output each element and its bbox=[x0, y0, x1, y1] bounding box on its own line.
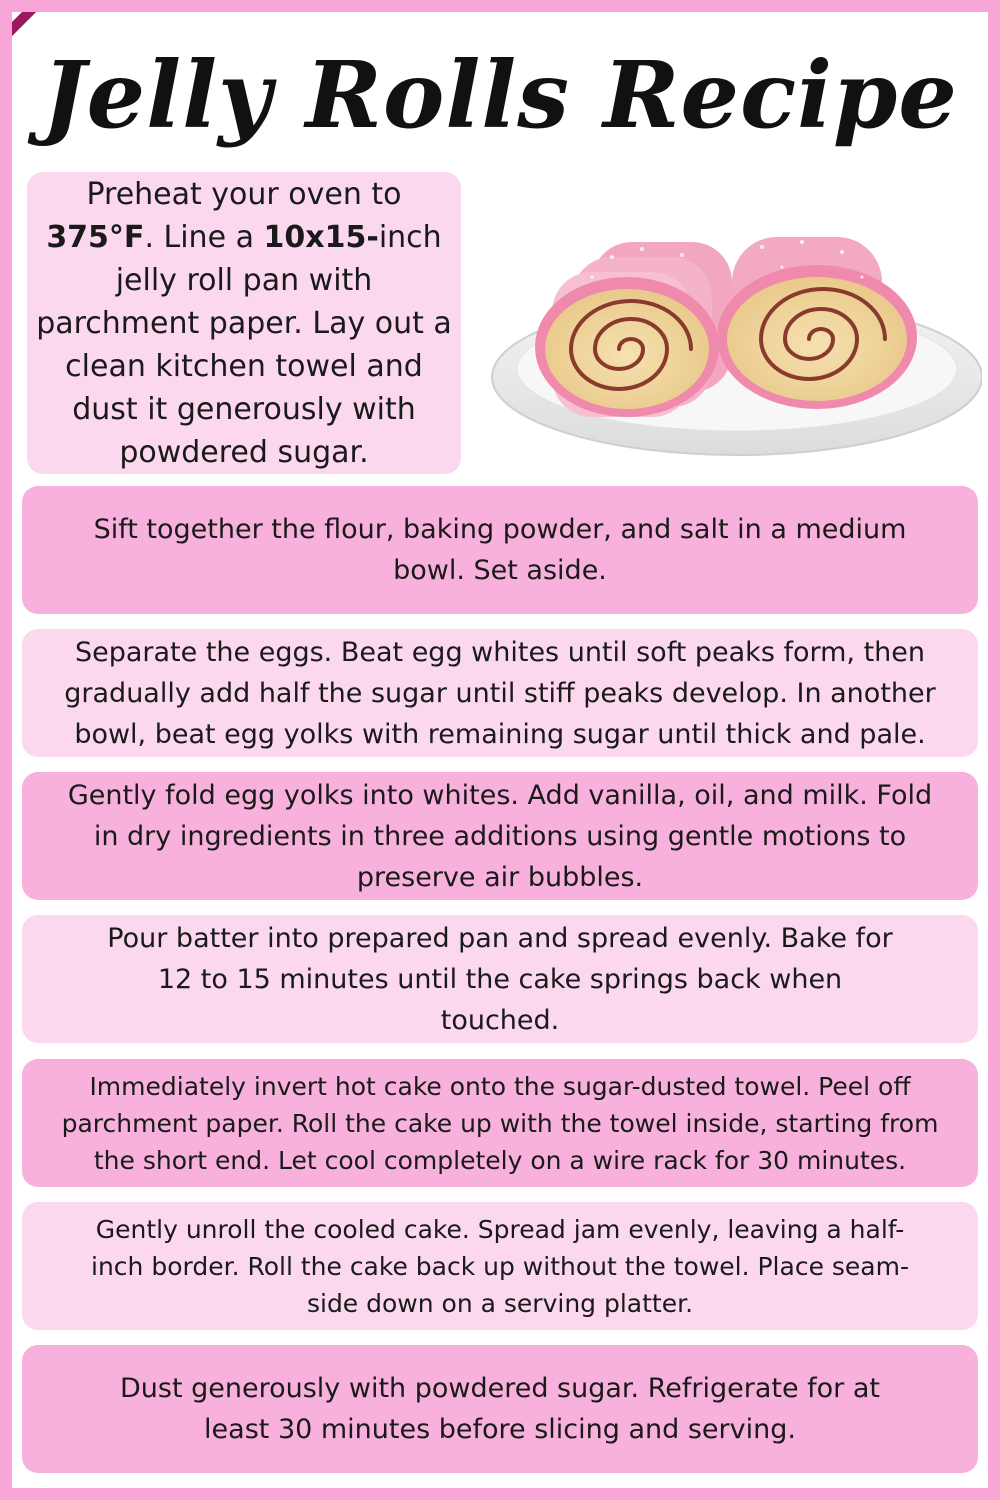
step-card-eggs bbox=[22, 629, 978, 757]
step-text: Gently fold egg yolks into whites. Add vanilla, oil, and milk. Fold in dry ingredients in three additions using gentle motions to preserve air bubbles. bbox=[67, 779, 933, 893]
step-text: Sift together the flour, baking powder, and salt in a medium bowl. Set aside. bbox=[93, 514, 907, 586]
step-card-fold bbox=[22, 772, 978, 900]
step-text: Gently unroll the cooled cake. Spread jam evenly, leaving a half-inch border. Roll the cake back up without the towel. Place seam-side down on a serving platter. bbox=[91, 1214, 909, 1318]
step-card-bake bbox=[22, 915, 978, 1043]
jelly-roll-photo bbox=[482, 197, 982, 467]
pan-size: 10x15- bbox=[263, 219, 379, 255]
step-text: Pour batter into prepared pan and spread evenly. Bake for 12 to 15 minutes until the cake springs back when touched. bbox=[107, 922, 893, 1036]
recipe-title: Jelly Rolls Recipe bbox=[42, 41, 958, 149]
step-card-sift bbox=[22, 486, 978, 614]
step-text: Immediately invert hot cake onto the sugar-dusted towel. Peel off parchment paper. Roll the cake up with the towel inside, starting from the short end. Let cool completely on a wire rack for 30 minutes. bbox=[61, 1071, 939, 1175]
oven-temperature: 375°F bbox=[46, 219, 145, 255]
step-text: Separate the eggs. Beat egg whites until soft peaks form, then gradually add half the sugar until stiff peaks develop. In another bowl, beat egg yolks with remaining sugar until thick and pale. bbox=[64, 636, 936, 750]
intro-step-card bbox=[27, 172, 461, 474]
step-text: Dust generously with powdered sugar. Refrigerate for at least 30 minutes before slicing and serving. bbox=[119, 1373, 880, 1445]
intro-text: Preheat your oven to 375°F. Line a 10x15-inch jelly roll pan with parchment paper. Lay out a clean kitchen towel and dust it generously with powdered sugar. bbox=[36, 176, 452, 470]
step-card-finish bbox=[22, 1345, 978, 1473]
jelly-roll-illustration bbox=[482, 197, 982, 467]
step-card-jam bbox=[22, 1202, 978, 1330]
step-card-roll bbox=[22, 1059, 978, 1187]
